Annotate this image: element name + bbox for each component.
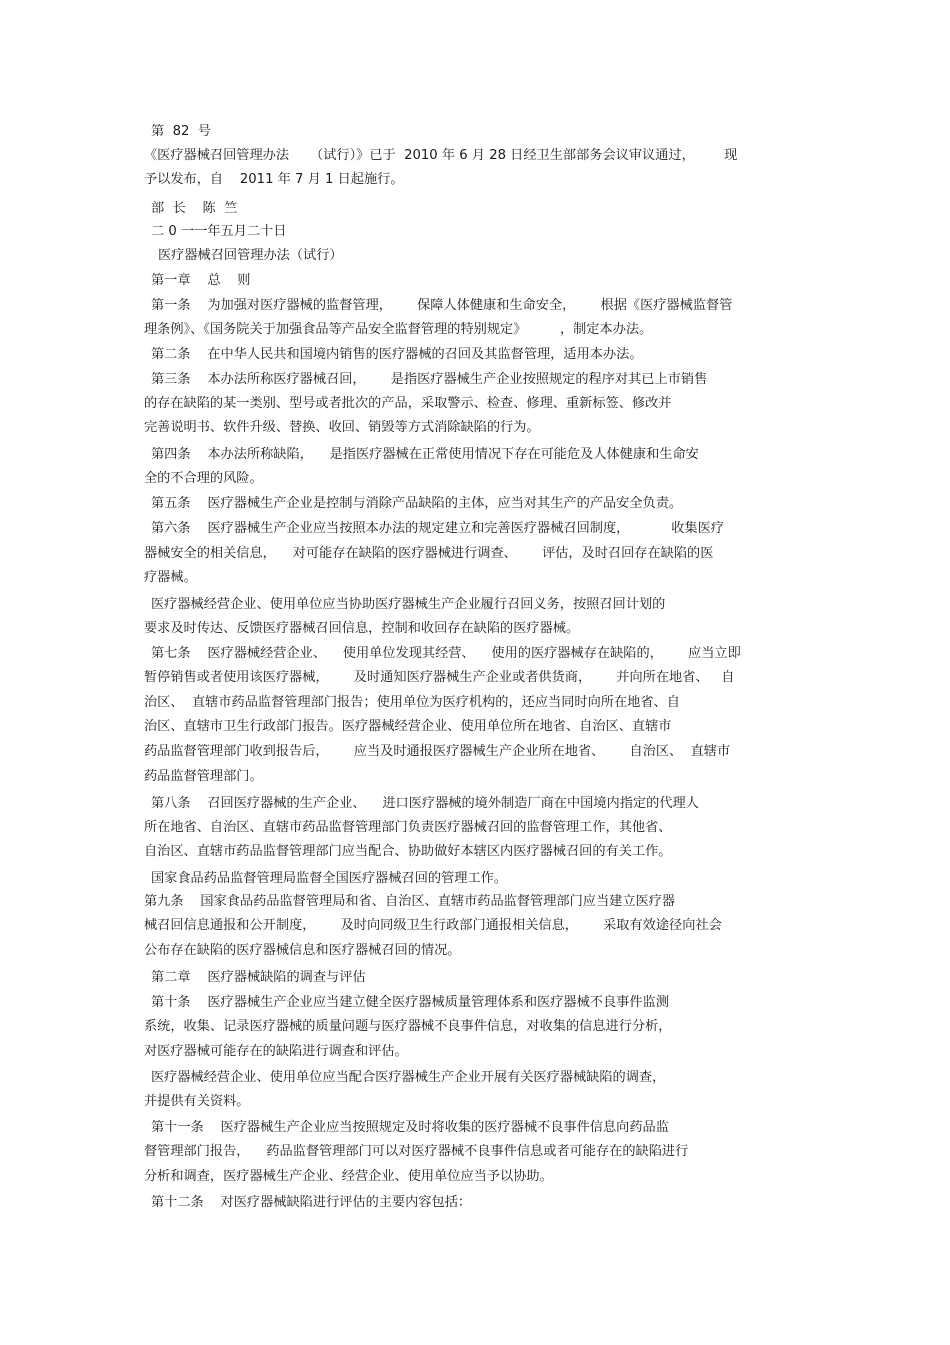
article-text: 第四条 本办法所称缺陷， 是指医疗器械在正常使用情况下存在可能危及人体健康和生命安 — [151, 447, 699, 462]
article-text: 第十条 医疗器械生产企业应当建立健全医疗器械质量管理体系和医疗器械不良事件监测 — [151, 995, 669, 1010]
article-text: 自治区、直辖市药品监督管理部门应当配合、协助做好本辖区内医疗器械召回的有关工作。 — [144, 844, 672, 859]
chapter-heading: 第二章 医疗器械缺陷的调查与评估 — [151, 970, 366, 985]
article-text: 第八条 召回医疗器械的生产企业、 进口医疗器械的境外制造厂商在中国境内指定的代理人 — [151, 796, 699, 811]
article-text: 第五条 医疗器械生产企业是控制与消除产品缺陷的主体，应当对其生产的产品安全负责。 — [151, 496, 683, 511]
promulgation-text: 《医疗器械召回管理办法 （试行）》已于 2010 年 6 月 28 日经卫生部部务会议审议通过， 现 — [144, 148, 738, 163]
minister-signature: 部 长 陈 竺 — [151, 201, 238, 216]
article-text: 械召回信息通报和公开制度， 及时向同级卫生行政部门通报相关信息， 采取有效途径向社会 — [144, 918, 722, 933]
article-text: 第七条 医疗器械经营企业、 使用单位发现其经营、 使用的医疗器械存在缺陷的， 应当立即 — [151, 646, 741, 661]
article-text: 分析和调查，医疗器械生产企业、经营企业、使用单位应当予以协助。 — [144, 1169, 553, 1184]
article-text: 国家食品药品监督管理局监督全国医疗器械召回的管理工作。 — [151, 871, 508, 886]
article-text: 第九条 国家食品药品监督管理局和省、自治区、直辖市药品监督管理部门应当建立医疗器 — [144, 894, 676, 909]
article-text: 的存在缺陷的某一类别、型号或者批次的产品，采取警示、检查、修理、重新标签、修改并 — [144, 396, 672, 411]
article-text: 第十一条 医疗器械生产企业应当按照规定及时将收集的医疗器械不良事件信息向药品监 — [151, 1120, 669, 1135]
article-text: 对医疗器械可能存在的缺陷进行调查和评估。 — [144, 1044, 408, 1059]
article-text: 并提供有关资料。 — [144, 1094, 250, 1109]
article-text: 医疗器械经营企业、使用单位应当协助医疗器械生产企业履行召回义务，按照召回计划的 — [151, 597, 666, 612]
article-text: 督管理部门报告， 药品监督管理部门可以对医疗器械不良事件信息或者可能存在的缺陷进行 — [144, 1144, 689, 1159]
issue-date: 二 0 一一年五月二十日 — [151, 224, 287, 239]
article-text: 药品监督管理部门。 — [144, 769, 263, 784]
article-text: 第二条 在中华人民共和国境内销售的医疗器械的召回及其监督管理，适用本办法。 — [151, 347, 643, 362]
article-text: 第六条 医疗器械生产企业应当按照本办法的规定建立和完善医疗器械召回制度， 收集医疗 — [151, 521, 724, 536]
article-text: 理条例》、《国务院关于加强食品等产品安全监督管理的特别规定》 ，制定本办法。 — [144, 322, 653, 337]
article-text: 疗器械。 — [144, 570, 197, 585]
article-text: 全的不合理的风险。 — [144, 471, 263, 486]
article-text: 系统，收集、记录医疗器械的质量问题与医疗器械不良事件信息，对收集的信息进行分析， — [144, 1019, 672, 1034]
article-text: 治区、直辖市卫生行政部门报告。医疗器械经营企业、使用单位所在地省、自治区、直辖市 — [144, 719, 672, 734]
chapter-heading: 第一章 总 则 — [151, 273, 251, 288]
promulgation-text: 予以发布，自 2011 年 7 月 1 日起施行。 — [144, 172, 404, 187]
article-text: 公布存在缺陷的医疗器械信息和医疗器械召回的情况。 — [144, 943, 461, 958]
article-text: 所在地省、自治区、直辖市药品监督管理部门负责医疗器械召回的监督管理工作，其他省、 — [144, 820, 672, 835]
article-text: 要求及时传达、反馈医疗器械召回信息，控制和收回存在缺陷的医疗器械。 — [144, 621, 580, 636]
article-text: 器械安全的相关信息， 对可能存在缺陷的医疗器械进行调查、 评估，及时召回存在缺陷的医 — [144, 546, 714, 561]
article-text: 治区、 直辖市药品监督管理部门报告；使用单位为医疗机构的，还应当同时向所在地省、自 — [144, 695, 680, 710]
article-text: 第一条 为加强对医疗器械的监督管理， 保障人体健康和生命安全， 根据《医疗器械监督管 — [151, 298, 733, 313]
article-text: 医疗器械经营企业、使用单位应当配合医疗器械生产企业开展有关医疗器械缺陷的调查， — [151, 1070, 666, 1085]
article-text: 第三条 本办法所称医疗器械召回， 是指医疗器械生产企业按照规定的程序对其已上市销售 — [151, 372, 708, 387]
document-title: 医疗器械召回管理办法（试行） — [158, 248, 343, 263]
order-number: 第 82 号 — [151, 124, 211, 139]
article-text: 药品监督管理部门收到报告后， 应当及时通报医疗器械生产企业所在地省、 自治区、 直辖市 — [144, 744, 731, 759]
article-text: 暂停销售或者使用该医疗器械， 及时通知医疗器械生产企业或者供货商， 并向所在地省、 自 — [144, 670, 735, 685]
article-text: 第十二条 对医疗器械缺陷进行评估的主要内容包括： — [151, 1195, 472, 1210]
article-text: 完善说明书、软件升级、替换、收回、销毁等方式消除缺陷的行为。 — [144, 420, 540, 435]
